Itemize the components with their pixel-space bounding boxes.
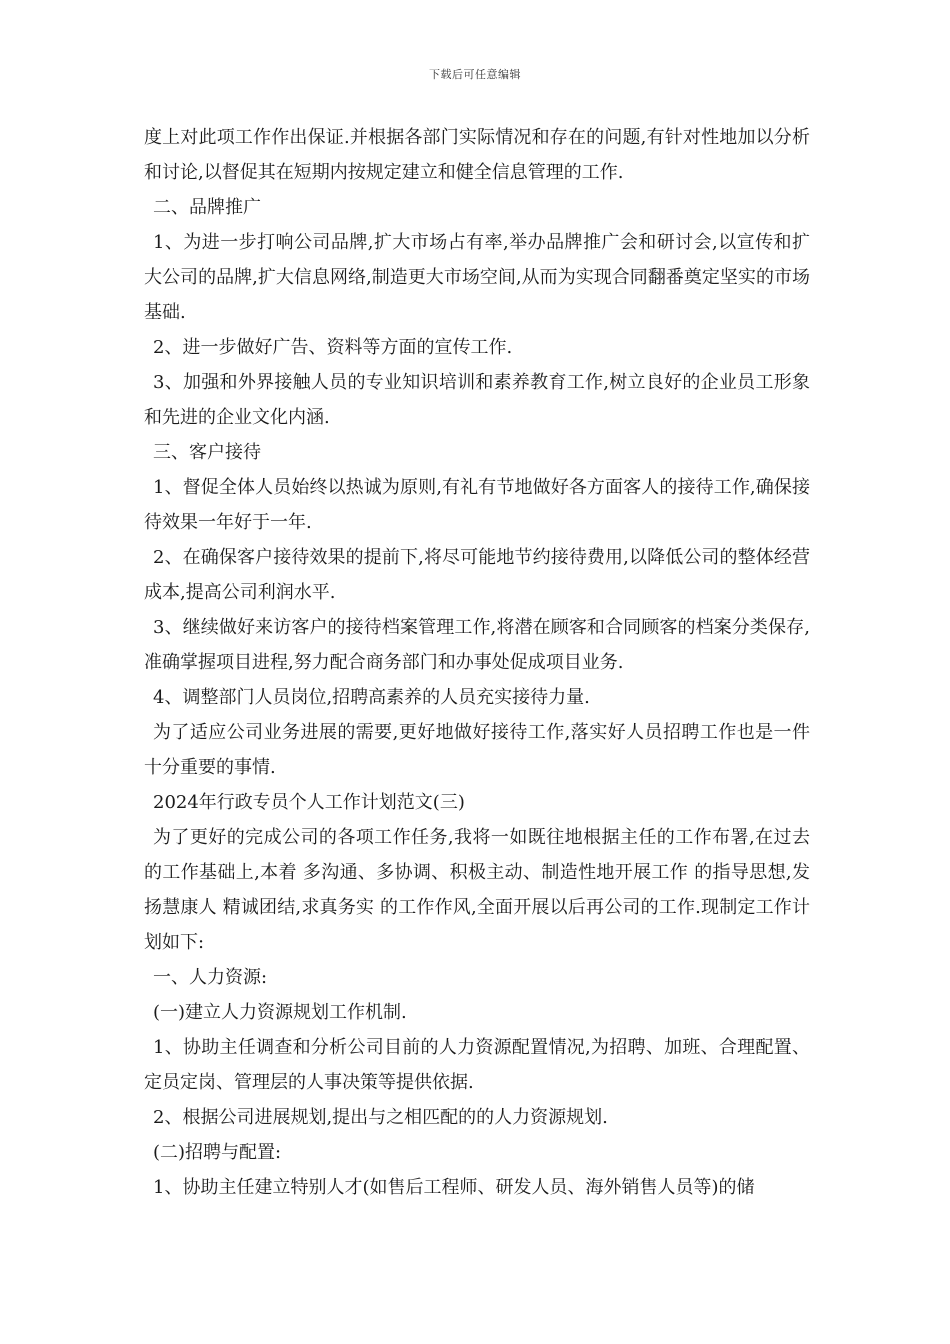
page-header: 下载后可任意编辑 [429, 68, 521, 81]
paragraph: 3、加强和外界接触人员的专业知识培训和素养教育工作,树立良好的企业员工形象和先进的企业文化内涵. [144, 372, 810, 428]
paragraph: 1、协助主任调查和分析公司目前的人力资源配置情况,为招聘、加班、合理配置、定员定岗、管理层的人事决策等提供依据. [144, 1037, 810, 1093]
subsection-heading: (二)招聘与配置: [153, 1142, 282, 1163]
paragraph: 1、协助主任建立特别人才(如售后工程师、研发人员、海外销售人员等)的储 [153, 1177, 755, 1198]
document-subtitle: 2024年行政专员个人工作计划范文(三) [153, 792, 465, 813]
paragraph: 4、调整部门人员岗位,招聘高素养的人员充实接待力量. [153, 687, 590, 708]
paragraph: 2、进一步做好广告、资料等方面的宣传工作. [153, 337, 513, 358]
paragraph: 为了更好的完成公司的各项工作任务,我将一如既往地根据主任的工作布署,在过去的工作基础上,本着 多沟通、多协调、积极主动、制造性地开展工作 的指导思想,发扬慧康人 精诚团结,求真务实 的工作作风,全面开展以后再公司的工作.现制定工作计划如下: [144, 827, 810, 953]
paragraph: 2、根据公司进展规划,提出与之相匹配的的人力资源规划. [153, 1107, 608, 1128]
section-heading: 三、客户接待 [153, 442, 261, 463]
paragraph: 2、在确保客户接待效果的提前下,将尽可能地节约接待费用,以降低公司的整体经营成本,提高公司利润水平. [144, 547, 810, 603]
section-heading: 一、人力资源: [153, 967, 268, 988]
paragraph: 为了适应公司业务进展的需要,更好地做好接待工作,落实好人员招聘工作也是一件十分重要的事情. [144, 722, 810, 778]
paragraph: 度上对此项工作作出保证.并根据各部门实际情况和存在的问题,有针对性地加以分析和讨论,以督促其在短期内按规定建立和健全信息管理的工作. [144, 127, 810, 183]
paragraph: 1、督促全体人员始终以热诚为原则,有礼有节地做好各方面客人的接待工作,确保接待效果一年好于一年. [144, 477, 810, 533]
paragraph: 1、为进一步打响公司品牌,扩大市场占有率,举办品牌推广会和研讨会,以宣传和扩大公司的品牌,扩大信息网络,制造更大市场空间,从而为实现合同翻番奠定坚实的市场基础. [144, 232, 810, 323]
subsection-heading: (一)建立人力资源规划工作机制. [153, 1002, 407, 1023]
document-body [144, 120, 810, 1205]
section-heading: 二、品牌推广 [153, 197, 261, 218]
paragraph: 3、继续做好来访客户的接待档案管理工作,将潜在顾客和合同顾客的档案分类保存,准确掌握项目进程,努力配合商务部门和办事处促成项目业务. [144, 617, 810, 673]
